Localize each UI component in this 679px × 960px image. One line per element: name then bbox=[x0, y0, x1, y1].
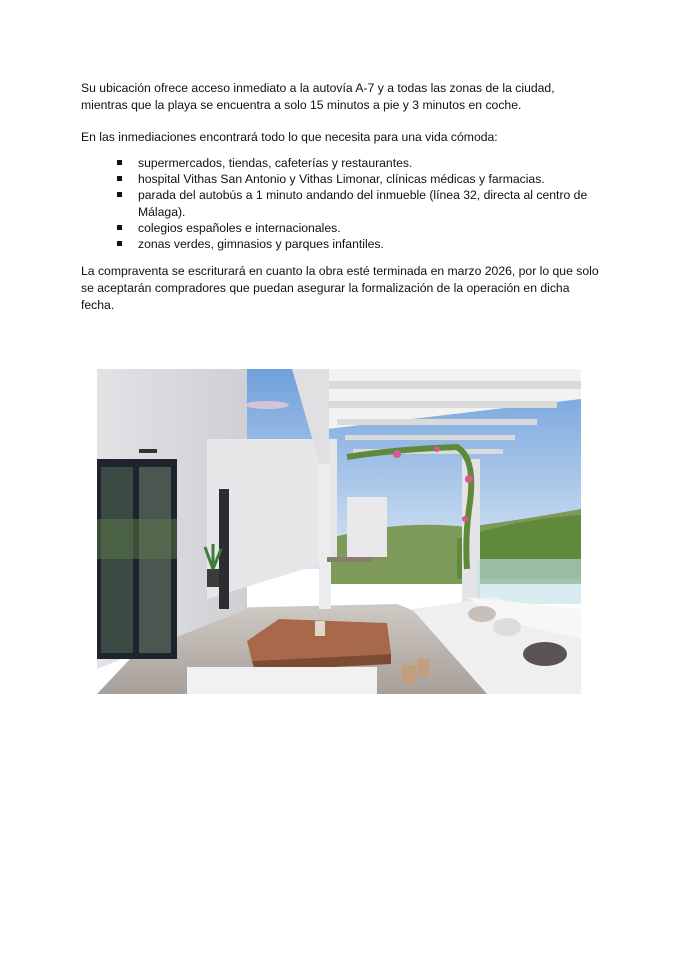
list-item: hospital Vithas San Antonio y Vithas Limonar, clínicas médicas y farmacias. bbox=[81, 171, 601, 187]
bullet-icon bbox=[117, 192, 122, 197]
terrace-rendering-image bbox=[97, 369, 581, 694]
list-item: supermercados, tiendas, cafeterías y restaurantes. bbox=[81, 155, 601, 171]
bullet-icon bbox=[117, 225, 122, 230]
list-item: parada del autobús a 1 minuto andando del inmueble (línea 32, directa al centro de Málaga). bbox=[81, 187, 601, 219]
bullet-icon bbox=[117, 241, 122, 246]
bullet-icon bbox=[117, 176, 122, 181]
list-item: zonas verdes, gimnasios y parques infantiles. bbox=[81, 236, 601, 252]
paragraph-purchase-terms: La compraventa se escriturará en cuanto la obra esté terminada en marzo 2026, por lo que solo se aceptarán compradores que puedan asegurar la formalización de la operación en dicha fecha. bbox=[81, 264, 599, 312]
bullet-icon bbox=[117, 160, 122, 165]
list-item: colegios españoles e internacionales. bbox=[81, 220, 601, 236]
paragraph-surroundings-intro: En las inmediaciones encontrará todo lo que necesita para una vida cómoda: bbox=[81, 130, 498, 144]
paragraph-location: Su ubicación ofrece acceso inmediato a la autovía A-7 y a todas las zonas de la ciudad, mientras que la playa se encuentra a solo 15 minutos a pie y 3 minutos en coche. bbox=[81, 81, 555, 112]
amenities-list bbox=[81, 155, 601, 252]
